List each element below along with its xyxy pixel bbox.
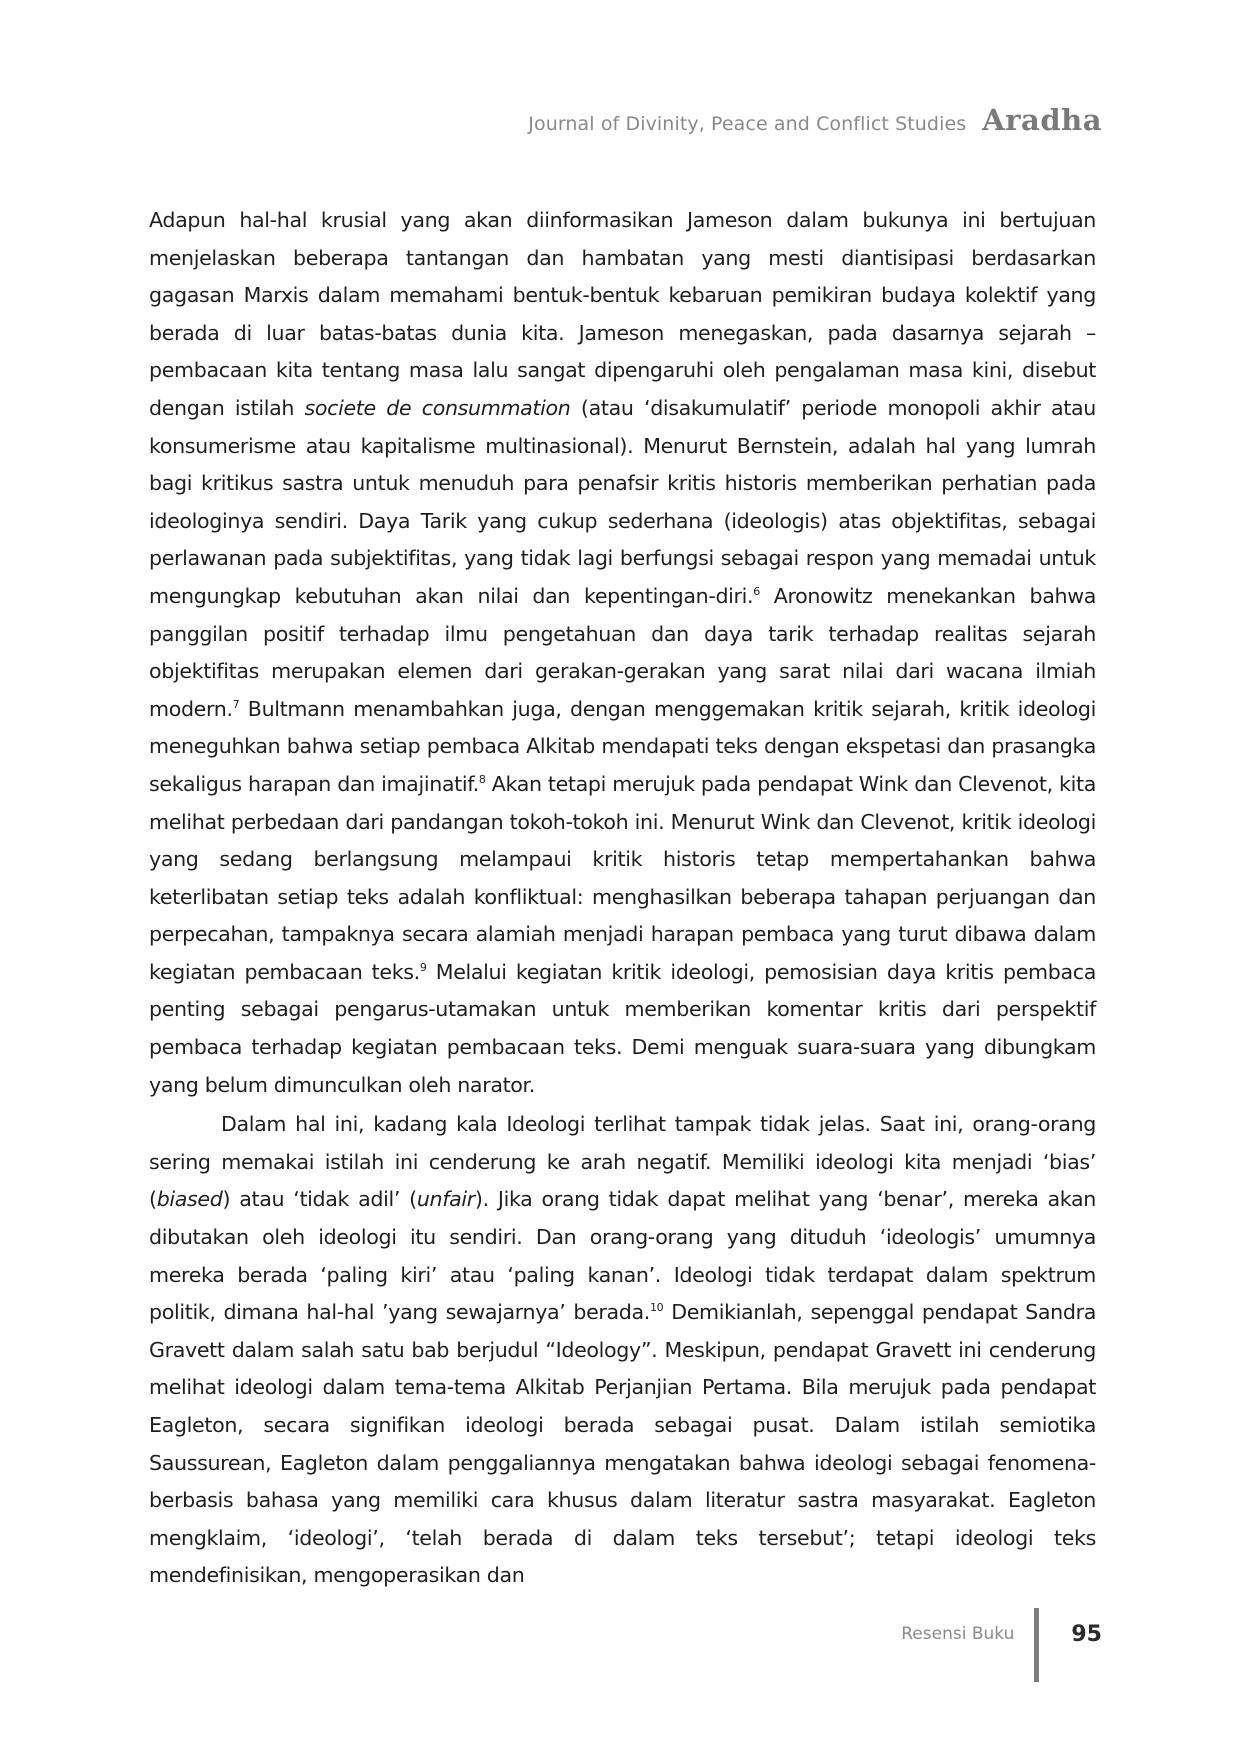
italic-term: societe de consummation bbox=[304, 395, 571, 420]
article-body bbox=[149, 202, 1096, 1595]
footnote-ref-8[interactable]: 8 bbox=[478, 772, 486, 786]
text-run: Adapun hal-hal krusial yang akan diinformasikan Jameson dalam bukunya ini bertujuan menjelaskan beberapa tantangan dan hambatan yang mesti diantisipasi berdasarkan gagasan Marxis dalam memahami bentuk-bentuk kebaruan pemikiran budaya kolektif yang berada di luar batas-batas dunia kita. Jameson menegaskan, pada dasarnya sejarah – pembacaan kita tentang masa lalu sangat dipengaruhi oleh pengalaman masa kini, disebut dengan istilah bbox=[149, 208, 1096, 420]
footnote-ref-9[interactable]: 9 bbox=[419, 960, 427, 974]
running-header bbox=[528, 103, 1102, 137]
paragraph-1 bbox=[149, 202, 1096, 1104]
text-run: ). Jika orang tidak dapat melihat yang ‘benar’, mereka akan dibutakan oleh ideologi itu sendiri. Dan orang-orang yang dituduh ‘ideologis’ umumnya mereka berada ‘paling kiri’ atau ‘paling kanan’. Ideologi tidak terdapat dalam spektrum politik, dimana hal-hal ’yang sewajarnya’ berada. bbox=[149, 1187, 1096, 1325]
italic-term: biased bbox=[156, 1187, 223, 1212]
text-run: Demikianlah, sepenggal pendapat Sandra Gravett dalam salah satu bab berjudul “Ideology”. Meskipun, pendapat Gravett ini cenderung melihat ideologi dalam tema-tema Alkitab Perjanjian Pertama. Bila merujuk pada pendapat Eagleton, secara signifikan ideologi berada sebagai pusat. Dalam istilah semiotika Saussurean, Eagleton dalam penggaliannya mengatakan bahwa ideologi sebagai fenomena-berbasis bahasa yang memiliki cara khusus dalam literatur sastra masyarakat. Eagleton mengklaim, ‘ideologi’, ‘telah berada di dalam teks tersebut’; tetapi ideologi teks mendefinisikan, mengoperasikan dan bbox=[149, 1300, 1096, 1588]
footnote-ref-10[interactable]: 10 bbox=[650, 1301, 664, 1315]
footnote-ref-7[interactable]: 7 bbox=[232, 697, 240, 711]
text-run: Bultmann menambahkan juga, dengan menggemakan kritik sejarah, kritik ideologi meneguhkan bahwa setiap pembaca Alkitab mendapati teks dengan ekspetasi dan prasangka sekaligus harapan dan imajinatif. bbox=[149, 696, 1096, 796]
text-run: ) atau ‘tidak adil’ ( bbox=[222, 1187, 417, 1212]
text-run: Melalui kegiatan kritik ideologi, pemosisian daya kritis pembaca penting sebagai pengarus-utamakan untuk memberikan komentar kritis dari perspektif pembaca terhadap kegiatan pembacaan teks. Demi menguak suara-suara yang dibungkam yang belum dimunculkan oleh narator. bbox=[149, 959, 1097, 1097]
page-number: 95 bbox=[1071, 1622, 1102, 1647]
journal-logo: Aradha bbox=[982, 103, 1102, 137]
running-footer bbox=[901, 1608, 1102, 1682]
section-name: Resensi Buku bbox=[901, 1624, 1015, 1644]
paragraph-2 bbox=[149, 1106, 1096, 1595]
text-run: Akan tetapi merujuk pada pendapat Wink dan Clevenot, kita melihat perbedaan dari pandangan tokoh-tokoh ini. Menurut Wink dan Clevenot, kritik ideologi yang sedang berlangsung melampaui kritik historis tetap mempertahankan bahwa keterlibatan setiap teks adalah konfliktual: menghasilkan beberapa tahapan perjuangan dan perpecahan, tampaknya secara alamiah menjadi harapan pembaca yang turut dibawa dalam kegiatan pembacaan teks. bbox=[149, 771, 1097, 984]
text-run: (atau ‘disakumulatif’ periode monopoli akhir atau konsumerisme atau kapitalisme multinasional). Menurut Bernstein, adalah hal yang lumrah bagi kritikus sastra untuk menuduh para penafsir kritis historis memberikan perhatian pada ideologinya sendiri. Daya Tarik yang cukup sederhana (ideologis) atas objektifitas, sebagai perlawanan pada subjektifitas, yang tidak lagi berfungsi sebagai respon yang memadai untuk mengungkap kebutuhan akan nilai dan kepentingan-diri. bbox=[149, 395, 1096, 608]
text-run: Aronowitz menekankan bahwa panggilan positif terhadap ilmu pengetahuan dan daya tarik terhadap realitas sejarah objektifitas merupakan elemen dari gerakan-gerakan yang sarat nilai dari wacana ilmiah modern. bbox=[149, 583, 1097, 721]
italic-term: unfair bbox=[416, 1187, 475, 1212]
footer-divider bbox=[1034, 1608, 1039, 1682]
journal-title: Journal of Divinity, Peace and Conflict Studies bbox=[528, 113, 967, 135]
footnote-ref-6[interactable]: 6 bbox=[753, 584, 760, 598]
text-run: Dalam hal ini, kadang kala Ideologi terlihat tampak tidak jelas. Saat ini, orang-orang sering memakai istilah ini cenderung ke arah negatif. Memiliki ideologi kita menjadi ‘bias’ ( bbox=[149, 1112, 1096, 1212]
